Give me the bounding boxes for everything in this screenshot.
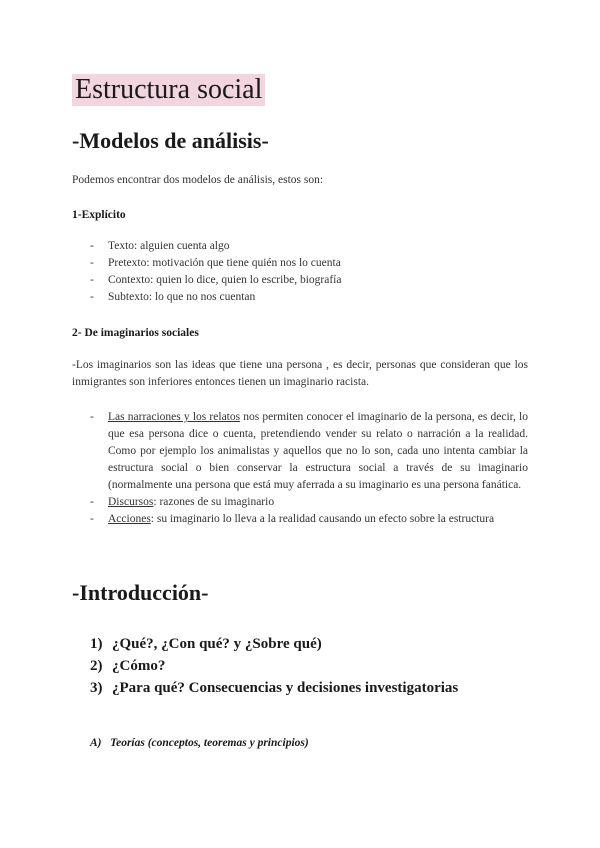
list-item: - Subtexto: lo que no nos cuentan <box>90 289 528 306</box>
section-heading-introduccion: -Introducción- <box>72 580 209 605</box>
subsection-label: A) <box>90 737 102 749</box>
item-text: ¿Cómo? <box>112 658 166 674</box>
imaginarios-paragraph: -Los imaginarios son las ideas que tiene una persona , es decir, personas que consideran que los inmigrantes son inferiores entonces tienen un imaginario racista. <box>72 359 528 388</box>
intro-paragraph: Podemos encontrar dos modelos de análisis, estos son: <box>72 174 324 186</box>
page-title: Estructura social <box>72 74 265 106</box>
item-text: ¿Qué?, ¿Con qué? y ¿Sobre qué) <box>112 636 322 652</box>
item-text: : razones de su imaginario <box>153 496 275 508</box>
list-item: - Pretexto: motivación que tiene quién nos lo cuenta <box>90 255 528 272</box>
questions-list <box>90 633 458 699</box>
imaginarios-list <box>90 409 528 528</box>
subsection-text: Teorías (conceptos, teoremas y principios) <box>110 737 309 749</box>
subsection-teorias <box>90 736 309 751</box>
section-heading-modelos: -Modelos de análisis- <box>72 128 269 153</box>
item-text: : su imaginario lo lleva a la realidad causando un efecto sobre la estructura <box>150 513 495 525</box>
list-item <box>90 633 458 655</box>
item-number: 2) <box>90 658 103 674</box>
term-underlined: Las narraciones y los relatos <box>108 411 241 423</box>
subheading-explicito: 1-Explícito <box>72 209 126 221</box>
explicito-list <box>90 238 528 306</box>
list-item <box>90 511 528 528</box>
list-item <box>90 677 458 699</box>
item-text: nos permiten conocer el imaginario de la persona, es decir, lo que esa persona dice o cuenta, pretendiendo vender su relato o narración a la realidad. Como por ejemplo los animalistas y aquellos que no lo son, cada uno intenta cambiar la estructura social o bien conservar la estructura social a través de su imaginario (normalmente una persona que está muy aferrada a su imaginario es una persona fanática. <box>108 411 528 491</box>
list-item <box>90 409 528 494</box>
list-item: - Contexto: quien lo dice, quien lo escribe, biografía <box>90 272 528 289</box>
subheading-imaginarios: 2- De imaginarios sociales <box>72 327 199 339</box>
term-underlined: Acciones <box>108 513 151 525</box>
list-item: - Texto: alguien cuenta algo <box>90 238 528 255</box>
list-item <box>90 494 528 511</box>
item-text: ¿Para qué? Consecuencias y decisiones investigatorias <box>112 680 459 696</box>
term-underlined: Discursos <box>108 496 154 508</box>
item-number: 3) <box>90 680 103 696</box>
list-item <box>90 655 458 677</box>
item-number: 1) <box>90 636 103 652</box>
